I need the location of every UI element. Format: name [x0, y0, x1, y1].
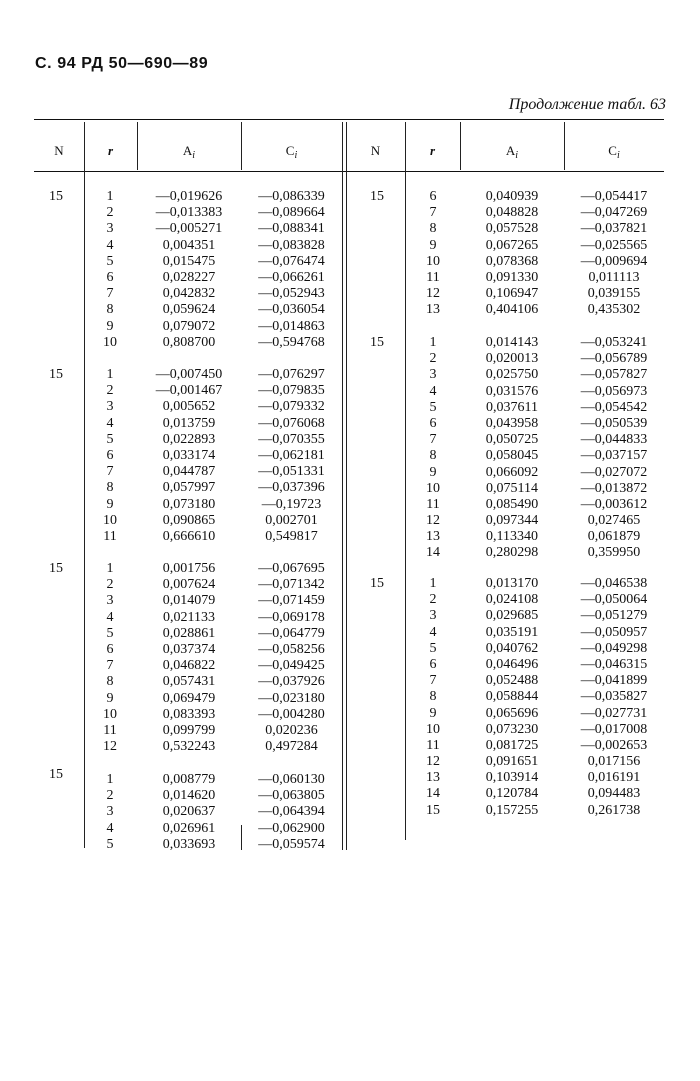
group-n: 15	[49, 561, 63, 576]
table-cell: 0,094483	[587, 786, 641, 802]
table-cell: 7	[106, 464, 114, 480]
table-cell: —0,062900	[258, 820, 325, 836]
table-cell: 0,106947	[485, 286, 539, 302]
group-c-list	[241, 367, 342, 545]
table-cell: 0,046496	[485, 656, 539, 672]
table-cell: 0,031576	[485, 383, 539, 399]
table-cell: —0,069178	[258, 609, 325, 625]
table-cell: —0,054542	[580, 399, 648, 415]
table-cell: —0,002653	[580, 737, 648, 753]
table-cell: —0,079332	[258, 399, 325, 415]
table-cell: —0,044833	[580, 432, 648, 448]
table-cell: 0,020013	[485, 351, 539, 367]
table-cell: 2	[429, 351, 437, 367]
center-double-rule	[342, 122, 343, 850]
page-header: С. 94 РД 50—690—89	[35, 55, 209, 72]
table-cell: 0,026961	[162, 820, 216, 836]
group-a-list	[137, 561, 241, 755]
table-cell: 0,261738	[587, 802, 641, 818]
table-cell: 0,099799	[162, 722, 216, 738]
table-cell: 0,091330	[485, 269, 539, 285]
group-a-list	[137, 367, 241, 545]
table-cell: —0,014863	[258, 318, 325, 334]
table-cell: 10	[103, 706, 117, 722]
group-c-list	[241, 772, 342, 853]
group-n: 15	[370, 576, 384, 591]
table-cell: —0,050957	[580, 624, 648, 640]
table-cell: 8	[429, 448, 437, 464]
table-cell: 1	[106, 367, 114, 382]
table-cell: 1	[106, 189, 114, 204]
table-cell: 5	[106, 625, 114, 641]
table-cell: 11	[103, 722, 117, 738]
table-cell: —0,088341	[258, 221, 325, 237]
group-c-list	[564, 335, 664, 562]
table-cell: —0,19723	[261, 496, 322, 512]
group-r-list	[408, 189, 458, 319]
group-c-list	[564, 576, 664, 819]
table-cell: —0,086339	[258, 189, 325, 204]
table-cell: 9	[429, 237, 437, 253]
table-cell: 0,040762	[485, 640, 539, 656]
table-cell: 7	[429, 432, 437, 448]
table-cell: 3	[106, 804, 114, 820]
group-a-list	[460, 189, 564, 319]
table-cell: —0,066261	[258, 269, 325, 285]
table-cell: 0,044787	[162, 464, 216, 480]
table-cell: 9	[429, 705, 437, 721]
table-cell: —0,071459	[258, 593, 325, 609]
table-cell: 0,040939	[485, 189, 539, 204]
table-cell: 8	[429, 221, 437, 237]
table-cell: 0,027465	[587, 513, 641, 529]
table-cell: 0,083393	[162, 706, 216, 722]
group-n: 15	[49, 189, 63, 204]
table-cell: 4	[429, 624, 437, 640]
group-a-list	[460, 576, 564, 819]
table-cell: 0,029685	[485, 608, 539, 624]
table-cell: —0,046538	[580, 576, 648, 591]
column-divider	[405, 122, 406, 840]
center-double-rule	[346, 122, 347, 850]
table-cell: 0,359950	[587, 545, 641, 561]
table-cell: —0,051331	[258, 464, 325, 480]
table-cell: —0,025565	[580, 237, 648, 253]
table-cell: 0,022893	[162, 431, 216, 447]
table-cell: 0,280298	[485, 545, 539, 561]
table-cell: 0,058844	[485, 689, 539, 705]
group-r-list	[88, 367, 132, 545]
header-r: r	[107, 143, 114, 158]
table-cell: 0,001756	[162, 561, 216, 576]
table-cell: —0,035827	[580, 689, 648, 705]
group-a-list	[137, 772, 241, 853]
table-cell: 0,013170	[485, 576, 539, 591]
table-cell: 0,011113	[588, 269, 640, 285]
table-cell: —0,594768	[258, 334, 325, 350]
table-cell: 6	[429, 656, 437, 672]
table-cell: 0,033693	[162, 836, 216, 852]
column-divider	[84, 122, 85, 848]
table-cell: 0,532243	[162, 739, 216, 755]
table-cell: —0,004280	[258, 706, 325, 722]
table-cell: 4	[106, 415, 114, 431]
table-cell: 5	[106, 253, 114, 269]
table-cell: 9	[106, 496, 114, 512]
table-cell: 12	[426, 513, 440, 529]
table-cell: 0,120784	[485, 786, 539, 802]
table-cell: 0,048828	[485, 205, 539, 221]
table-cell: 0,043958	[485, 415, 539, 431]
table-cell: 15	[426, 802, 440, 818]
table-cell: 0,013759	[162, 415, 216, 431]
table-cell: 3	[429, 367, 437, 383]
header-r: r	[429, 143, 436, 158]
table-cell: 0,666610	[162, 528, 216, 544]
table-cell: —0,037821	[580, 221, 648, 237]
table-cell: 5	[429, 399, 437, 415]
group-r-list	[88, 189, 132, 351]
table-cell: 0,090865	[162, 512, 216, 528]
table-cell: 8	[106, 480, 114, 496]
table-cell: 0,097344	[485, 513, 539, 529]
table-cell: 2	[106, 577, 114, 593]
table-cell: 3	[106, 593, 114, 609]
table-cell: 0,404106	[485, 302, 539, 318]
group-c-list	[241, 561, 342, 755]
table-cell: —0,053241	[580, 335, 648, 350]
table-cell: —0,067695	[258, 561, 325, 576]
table-cell: 8	[429, 689, 437, 705]
table-cell: 2	[106, 788, 114, 804]
table-cell: 0,057528	[485, 221, 539, 237]
table-cell: —0,037157	[580, 448, 648, 464]
table-cell: 1	[106, 561, 114, 576]
table-cell: 13	[426, 770, 440, 786]
table-cell: 0,004351	[162, 237, 216, 253]
table-cell: 0,057997	[162, 480, 216, 496]
table-cell: 0,015475	[162, 253, 216, 269]
table-cell: 8	[106, 302, 114, 318]
table-cell: 0,091651	[485, 754, 539, 770]
table-cell: 5	[429, 640, 437, 656]
table-cell: 0,052488	[485, 673, 539, 689]
table-cell: 10	[103, 334, 117, 350]
table-cell: 7	[429, 205, 437, 221]
table-cell: 6	[429, 189, 437, 204]
table-cell: 1	[429, 335, 437, 350]
table-cell: 0,046822	[162, 658, 216, 674]
header-a: $A_i$	[505, 143, 519, 161]
table-cell: 0,017156	[587, 754, 641, 770]
table-cell: 0,081725	[485, 737, 539, 753]
header-n: N	[54, 143, 64, 158]
table-cell: 0,014620	[162, 788, 216, 804]
table-cell: 0,035191	[485, 624, 539, 640]
table-cell: 0,061879	[587, 529, 641, 545]
table-cell: 9	[429, 464, 437, 480]
table-cell: —0,003612	[580, 496, 648, 512]
table-cell: —0,013383	[155, 205, 223, 221]
table-cell: 0,435302	[587, 302, 641, 318]
table-cell: —0,047269	[580, 205, 648, 221]
table-top-rule	[34, 119, 664, 120]
table-cell: 12	[426, 754, 440, 770]
table-cell: 0,007624	[162, 577, 216, 593]
table-cell: 11	[426, 496, 440, 512]
table-cell: 7	[106, 658, 114, 674]
header-bottom-rule	[34, 171, 664, 172]
table-cell: —0,058256	[258, 641, 325, 657]
table-cell: 14	[426, 545, 440, 561]
group-n: 15	[370, 189, 384, 204]
table-cell: 1	[106, 772, 114, 787]
table-continuation-caption: Продолжение табл. 63	[508, 96, 666, 113]
group-r-list	[408, 576, 458, 819]
table-cell: 11	[426, 269, 440, 285]
group-c-list	[564, 189, 664, 319]
table-cell: 10	[426, 480, 440, 496]
table-cell: 11	[426, 737, 440, 753]
table-cell: 0,073230	[485, 721, 539, 737]
table-cell: —0,083828	[258, 237, 325, 253]
table-cell: 1	[429, 576, 437, 591]
table-cell: —0,064394	[258, 804, 325, 820]
table-cell: 0,028227	[162, 269, 216, 285]
header-c: $C_i$	[285, 143, 298, 161]
table-cell: 0,073180	[162, 496, 216, 512]
table-cell: —0,017008	[580, 721, 648, 737]
table-cell: 0,002701	[265, 512, 318, 528]
table-cell: 10	[103, 512, 117, 528]
table-cell: 0,005652	[162, 399, 216, 415]
table-cell: —0,079835	[258, 383, 325, 399]
table-cell: 4	[429, 383, 437, 399]
table-cell: —0,019626	[155, 189, 223, 204]
table-cell: 0,039155	[587, 286, 641, 302]
table-cell: 14	[426, 786, 440, 802]
table-cell: 3	[429, 608, 437, 624]
table-cell: 0,025750	[485, 367, 539, 383]
group-r-list	[88, 772, 132, 853]
group-n: 15	[49, 767, 63, 782]
table-cell: 0,808700	[162, 334, 216, 350]
table-cell: 0,037611	[486, 399, 538, 415]
table-cell: —0,060130	[258, 772, 325, 787]
table-cell: 0,066092	[485, 464, 539, 480]
table-cell: 0,079072	[162, 318, 216, 334]
table-cell: —0,036054	[258, 302, 325, 318]
table-cell: —0,023180	[258, 690, 325, 706]
header-a: $A_i$	[182, 143, 196, 161]
table-cell: 0,057431	[162, 674, 216, 690]
table-cell: 6	[106, 269, 114, 285]
table-cell: 10	[426, 721, 440, 737]
table-cell: 0,497284	[265, 739, 318, 755]
table-cell: 0,020637	[162, 804, 216, 820]
table-cell: —0,027072	[580, 464, 648, 480]
table-cell: 0,058045	[485, 448, 539, 464]
table-cell: —0,057827	[580, 367, 648, 383]
table-cell: 4	[106, 609, 114, 625]
table-cell: —0,013872	[580, 480, 648, 496]
table-cell: —0,037396	[258, 480, 325, 496]
table-cell: 0,075114	[486, 480, 538, 496]
table-cell: —0,050064	[580, 592, 648, 608]
table-cell: —0,049298	[580, 640, 648, 656]
table-cell: —0,050539	[580, 415, 648, 431]
table-cell: 0,037374	[162, 641, 216, 657]
table-cell: —0,049425	[258, 658, 325, 674]
table-cell: 13	[426, 529, 440, 545]
table-cell: 9	[106, 690, 114, 706]
table-cell: —0,037926	[258, 674, 325, 690]
table-cell: 0,033174	[162, 447, 216, 463]
table-cell: —0,052943	[258, 286, 325, 302]
table-cell: —0,007450	[155, 367, 223, 382]
table-cell: 2	[106, 205, 114, 221]
table-cell: 0,549817	[265, 528, 318, 544]
header-n: N	[370, 143, 381, 158]
table-cell: 6	[106, 447, 114, 463]
table-cell: —0,059574	[258, 836, 325, 852]
header-c: $C_i$	[608, 143, 620, 161]
table-cell: —0,071342	[258, 577, 325, 593]
table-cell: —0,062181	[258, 447, 325, 463]
table-cell: —0,070355	[258, 431, 325, 447]
table-cell: 4	[106, 820, 114, 836]
table-cell: 3	[106, 399, 114, 415]
group-n: 15	[49, 367, 63, 382]
table-cell: —0,076297	[258, 367, 325, 382]
table-cell: 6	[429, 415, 437, 431]
table-cell: 11	[103, 528, 117, 544]
table-cell: 4	[106, 237, 114, 253]
table-cell: —0,064779	[258, 625, 325, 641]
table-cell: 0,016191	[587, 770, 641, 786]
table-cell: 0,069479	[162, 690, 216, 706]
table-cell: —0,046315	[580, 656, 648, 672]
table-cell: 13	[426, 302, 440, 318]
table-cell: —0,076474	[258, 253, 325, 269]
table-cell: 0,014079	[162, 593, 216, 609]
table-cell: 0,067265	[485, 237, 539, 253]
table-cell: 0,014143	[485, 335, 539, 350]
table-cell: 0,059624	[162, 302, 216, 318]
group-c-list	[241, 189, 342, 351]
table-cell: 0,024108	[485, 592, 539, 608]
table-cell: 0,020236	[265, 722, 318, 738]
table-cell: 0,021133	[163, 609, 215, 625]
table-cell: 10	[426, 253, 440, 269]
table-cell: 3	[106, 221, 114, 237]
table-cell: 0,157255	[485, 802, 539, 818]
table-cell: 12	[103, 739, 117, 755]
table-cell: —0,056789	[580, 351, 648, 367]
table-cell: 0,042832	[162, 286, 216, 302]
table-cell: 7	[429, 673, 437, 689]
table-cell: 0,078368	[485, 253, 539, 269]
group-a-list	[137, 189, 241, 351]
table-cell: 5	[106, 431, 114, 447]
table-cell: —0,009694	[580, 253, 648, 269]
table-cell: 0,028861	[162, 625, 216, 641]
table-cell: —0,027731	[580, 705, 648, 721]
group-a-list	[460, 335, 564, 562]
table-cell: 2	[429, 592, 437, 608]
group-n: 15	[370, 335, 384, 350]
table-cell: 0,085490	[485, 496, 539, 512]
table-cell: —0,054417	[580, 189, 648, 204]
table-cell: —0,001467	[155, 383, 223, 399]
table-cell: —0,005271	[155, 221, 223, 237]
group-r-list	[408, 335, 458, 562]
table-cell: 0,103914	[485, 770, 539, 786]
table-cell: 0,050725	[485, 432, 539, 448]
group-r-list	[88, 561, 132, 755]
table-cell: 12	[426, 286, 440, 302]
table-cell: —0,041899	[580, 673, 648, 689]
table-cell: 9	[106, 318, 114, 334]
table-cell: —0,089664	[258, 205, 325, 221]
table-cell: 6	[106, 641, 114, 657]
table-cell: 8	[106, 674, 114, 690]
table-cell: 7	[106, 286, 114, 302]
table-cell: 0,113340	[486, 529, 538, 545]
table-cell: —0,056973	[580, 383, 648, 399]
table-cell: —0,051279	[580, 608, 648, 624]
table-cell: —0,076068	[258, 415, 325, 431]
table-cell: 2	[106, 383, 114, 399]
table-cell: 0,065696	[485, 705, 539, 721]
table-cell: 0,008779	[162, 772, 216, 787]
table-cell: 5	[106, 836, 114, 852]
table-cell: —0,063805	[258, 788, 325, 804]
